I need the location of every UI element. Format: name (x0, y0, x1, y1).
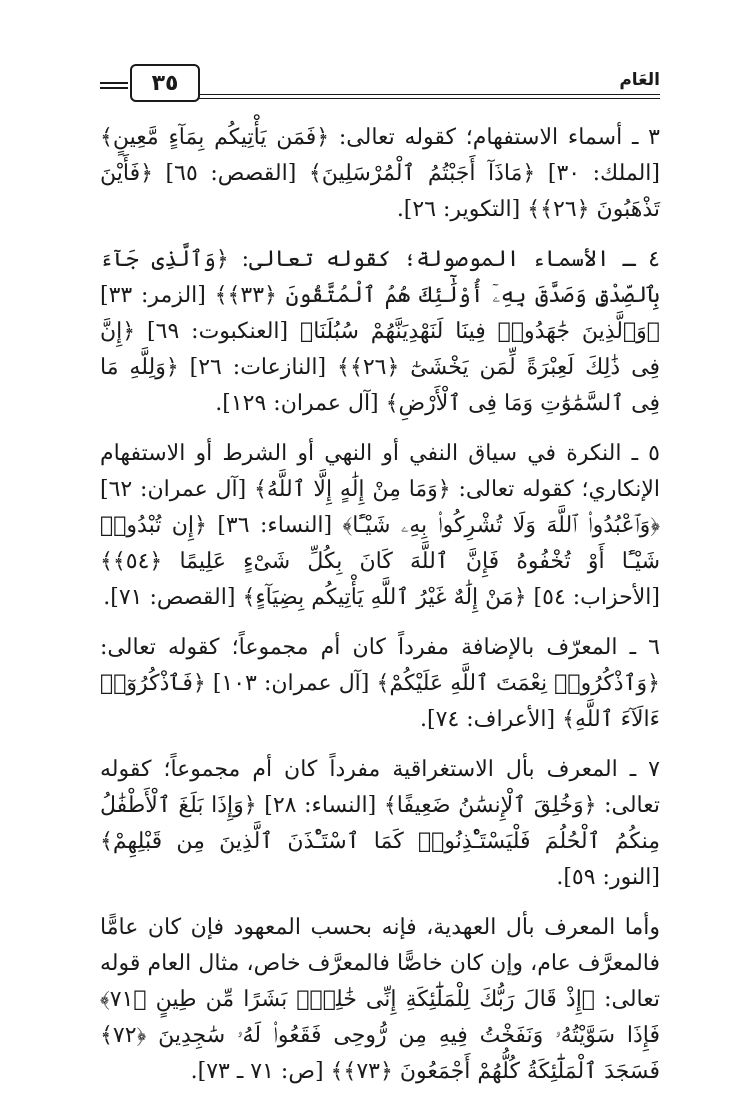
header-rule-main-bottom (198, 98, 660, 99)
paragraph-al-ahdiyya: وأما المعرف بأل العهدية، فإنه بحسب المعهود فإن كان عامًّا فالمعرَّف عام، وإن كان خاصًّا فالمعرَّف خاص، مثال العام قوله تعالى: ﴿إِذْ قَالَ رَبُّكَ لِلْمَلَٰٓئِكَةِ إِنِّى خَٰلِقٌۢ بَشَرًا مِّن طِينٍ ﴿٧١﴾ فَإِذَا سَوَّيْتُهُۥ وَنَفَخْتُ فِيهِ مِن رُّوحِى فَقَعُوا۟ لَهُۥ سَٰجِدِينَ ﴿٧٢﴾ فَسَجَدَ ٱلْمَلَٰٓئِكَةُ كُلُّهُمْ أَجْمَعُونَ ﴿٧٣﴾﴾ [ص: ٧١ ـ ٧٣]. (100, 915, 660, 1084)
header-rule-left-bottom (100, 87, 128, 89)
page-body (100, 120, 660, 1098)
header-rule-left-top (100, 82, 128, 84)
header-rule-main-top (198, 94, 660, 95)
paragraph-indefinite-noun: ٥ ـ النكرة في سياق النفي أو النهي أو الشرط أو الاستفهام الإنكاري؛ كقوله تعالى: ﴿وَمَا مِنْ إِلَٰهٍ إِلَّا ٱللَّهُ﴾ [آل عمران: ٦٢] ﴿وَٱعْبُدُوا۟ ٱللَّهَ وَلَا تُشْرِكُوا۟ بِهِۦ شَيْـًٔا﴾ [النساء: ٣٦] ﴿إِن تُبْدُوا۟ شَيْـًٔا أَوْ تُخْفُوهُ فَإِنَّ ٱللَّهَ كَانَ بِكُلِّ شَىْءٍ عَلِيمًا ﴿٥٤﴾﴾ [الأحزاب: ٥٤] ﴿مَنْ إِلَٰهٌ غَيْرُ ٱللَّهِ يَأْتِيكُم بِضِيَآءٍ﴾ [القصص: ٧١]. (100, 441, 660, 610)
page-number: ٣٥ (130, 64, 200, 102)
paragraph-idafa: ٦ ـ المعرّف بالإضافة مفرداً كان أم مجموعاً؛ كقوله تعالى: ﴿وَٱذْكُرُوا۟ نِعْمَتَ ٱللَّهِ عَلَيْكُمْ﴾ [آل عمران: ١٠٣] ﴿فَٱذْكُرُوٓا۟ ءَالَآءَ ٱللَّهِ﴾ [الأعراف: ٧٤]. (100, 635, 661, 732)
page-header (100, 70, 660, 110)
paragraph-al-istighraq: ٧ ـ المعرف بأل الاستغراقية مفرداً كان أم مجموعاً؛ كقوله تعالى: ﴿وَخُلِقَ ٱلْإِنسَٰنُ ضَعِيفًا﴾ [النساء: ٢٨] ﴿وَإِذَا بَلَغَ ٱلْأَطْفَٰلُ مِنكُمُ ٱلْحُلُمَ فَلْيَسْتَـْٔذِنُوا۟ كَمَا ٱسْتَـْٔذَنَ ٱلَّذِينَ مِن قَبْلِهِمْ﴾ [النور: ٥٩]. (100, 757, 660, 890)
paragraph-relative-pronouns: ٤ ـ الأسماء الموصولة؛ كقوله تعالى: ﴿وَٱلَّذِى جَآءَ بِٱلصِّدْقِ وَصَدَّقَ بِهِۦٓ أُوْلَٰٓئِكَ هُمُ ٱلْمُتَّقُونَ ﴿٣٣﴾﴾ [الزمر: ٣٣] ﴿وَٱلَّذِينَ جَٰهَدُوا۟ فِينَا لَنَهْدِيَنَّهُمْ سُبُلَنَا﴾ [العنكبوت: ٦٩] ﴿إِنَّ فِى ذَٰلِكَ لَعِبْرَةً لِّمَن يَخْشَىٰٓ ﴿٢٦﴾﴾ [النازعات: ٢٦] ﴿وَلِلَّهِ مَا فِى ٱلسَّمَٰوَٰتِ وَمَا فِى ٱلْأَرْضِ﴾ [آل عمران: ١٢٩]. (100, 247, 660, 416)
running-title: العَام (619, 70, 660, 90)
paragraph-interrogatives: ٣ ـ أسماء الاستفهام؛ كقوله تعالى: ﴿فَمَن يَأْتِيكُم بِمَآءٍ مَّعِينٍ﴾ [الملك: ٣٠] ﴿مَاذَآ أَجَبْتُمُ ٱلْمُرْسَلِينَ﴾ [القصص: ٦٥] ﴿فَأَيْنَ تَذْهَبُونَ ﴿٢٦﴾﴾ [التكوير: ٢٦]. (100, 125, 660, 222)
